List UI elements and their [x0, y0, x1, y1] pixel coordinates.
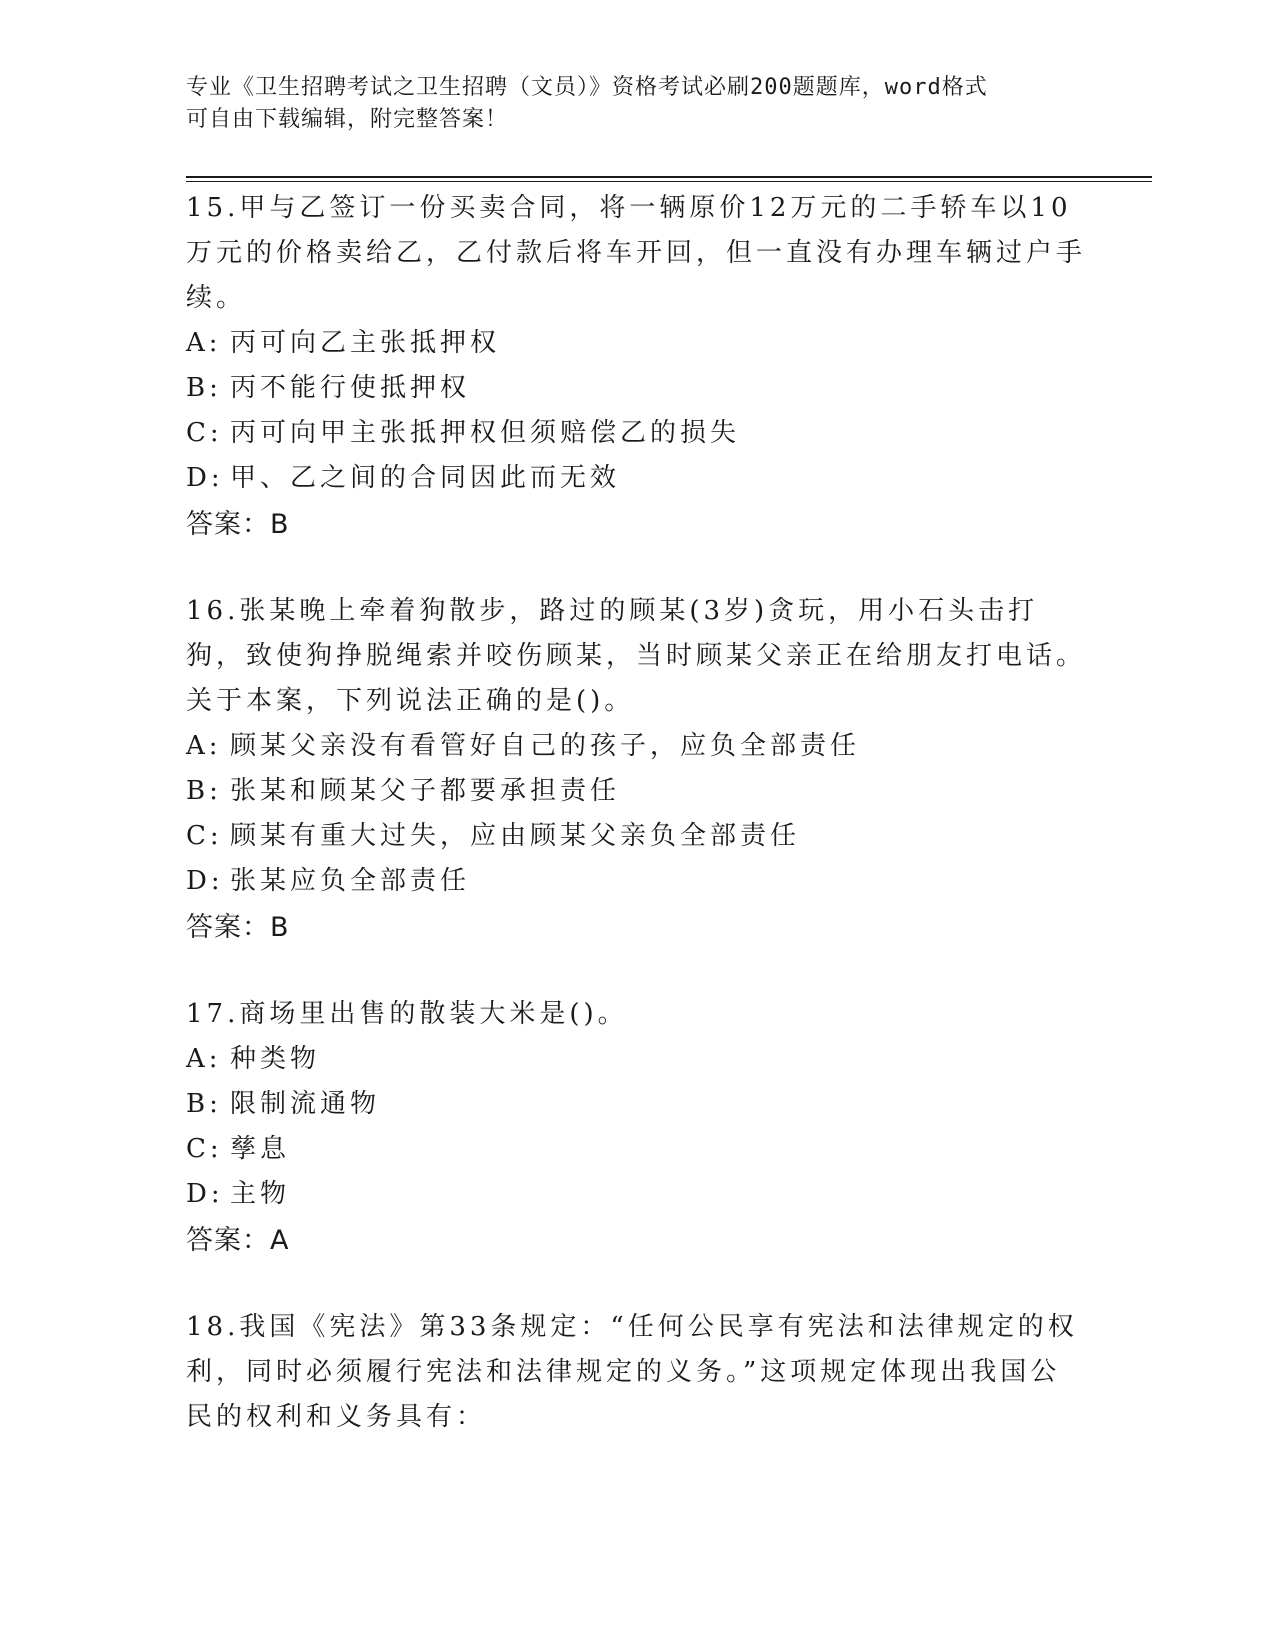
option-a: [186, 321, 1086, 366]
option-letter: D:: [186, 866, 224, 896]
header-line-1: 专业《卫生招聘考试之卫生招聘（文员）》资格考试必刷200题题库，word格式: [186, 75, 988, 100]
question-list: [186, 186, 1086, 1480]
option-a: [186, 1037, 1086, 1082]
option-text: 张某应负全部责任: [230, 866, 471, 896]
option-text: 种类物: [230, 1044, 321, 1074]
answer-label: 答案：A: [186, 1225, 290, 1256]
option-d: [186, 1172, 1086, 1217]
document-header: [186, 72, 1066, 136]
question-16: [186, 589, 1086, 952]
option-text: 孳息: [230, 1134, 291, 1164]
option-letter: B:: [186, 1089, 222, 1119]
question-text: 15.甲与乙签订一份买卖合同，将一辆原价12万元的二手轿车以10万元的价格卖给乙，乙付款后将车开回，但一直没有办理车辆过户手续。: [186, 193, 1087, 313]
option-c: [186, 814, 1086, 859]
option-d: [186, 859, 1086, 904]
option-letter: A:: [186, 1044, 222, 1074]
option-text: 顾某父亲没有看管好自己的孩子，应负全部责任: [230, 731, 861, 761]
option-letter: B:: [186, 373, 222, 403]
option-text: 限制流通物: [230, 1089, 381, 1119]
option-letter: C:: [186, 418, 223, 448]
option-letter: C:: [186, 821, 223, 851]
question-text: 16.张某晚上牵着狗散步，路过的顾某(3岁)贪玩，用小石头击打狗，致使狗挣脱绳索并咬伤顾某，当时顾某父亲正在给朋友打电话。关于本案，下列说法正确的是()。: [186, 596, 1087, 716]
option-text: 丙可向甲主张抵押权但须赔偿乙的损失: [230, 418, 741, 448]
option-text: 张某和顾某父子都要承担责任: [230, 776, 621, 806]
header-line-2: 可自由下载编辑，附完整答案！: [186, 107, 509, 132]
header-divider-thin: [186, 181, 1152, 182]
question-18: [186, 1305, 1086, 1440]
question-text: 17.商场里出售的散装大米是()。: [186, 999, 628, 1029]
option-letter: A:: [186, 328, 222, 358]
option-c: [186, 1127, 1086, 1172]
option-letter: D:: [186, 1179, 224, 1209]
option-d: [186, 456, 1086, 501]
option-text: 丙可向乙主张抵押权: [230, 328, 501, 358]
option-letter: A:: [186, 731, 222, 761]
option-text: 甲、乙之间的合同因此而无效: [230, 463, 621, 493]
answer-label: 答案：B: [186, 509, 290, 540]
header-divider-thick: [186, 176, 1152, 178]
option-text: 顾某有重大过失，应由顾某父亲负全部责任: [230, 821, 801, 851]
option-a: [186, 724, 1086, 769]
option-c: [186, 411, 1086, 456]
option-text: 丙不能行使抵押权: [230, 373, 471, 403]
question-15: [186, 186, 1086, 549]
option-b: [186, 366, 1086, 411]
question-17: [186, 992, 1086, 1265]
answer-label: 答案：B: [186, 912, 290, 943]
option-letter: C:: [186, 1134, 223, 1164]
option-text: 主物: [230, 1179, 291, 1209]
question-text: 18.我国《宪法》第33条规定：“任何公民享有宪法和法律规定的权利，同时必须履行宪法和法律规定的义务。”这项规定体现出我国公民的权利和义务具有：: [186, 1312, 1078, 1432]
option-letter: B:: [186, 776, 222, 806]
option-b: [186, 769, 1086, 814]
option-letter: D:: [186, 463, 224, 493]
option-b: [186, 1082, 1086, 1127]
